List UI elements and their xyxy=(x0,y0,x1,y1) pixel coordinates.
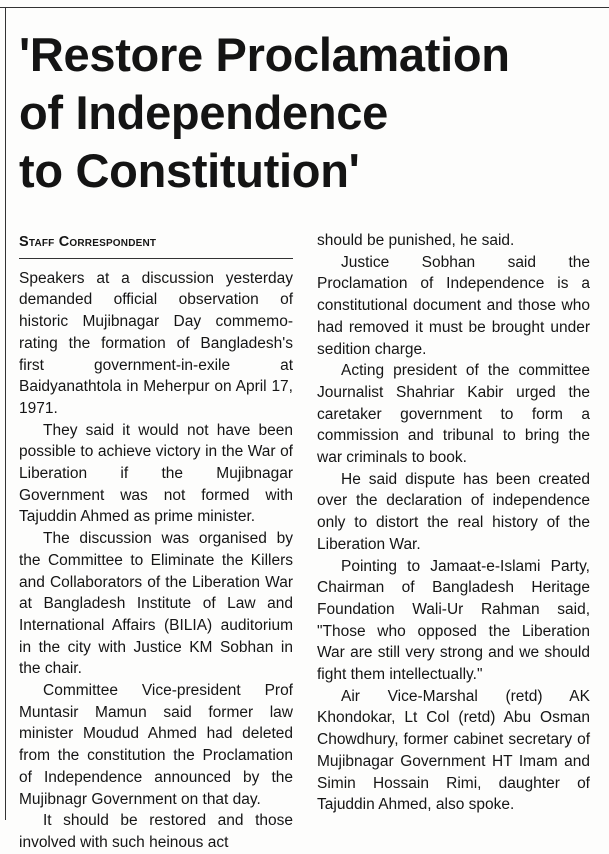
paragraph: Speakers at a discussion yesterday demanded official observation of historic Mujibnagar Day commemo-rating the formation of Bangladesh's first government-in-exile at Baidyanathtola in Meherpur on April 17, 1971. xyxy=(19,269,293,417)
article-column-left xyxy=(19,230,293,854)
paragraph: Pointing to Jamaat-e-Islami Party, Chairman of Bangladesh Heritage Foundation Wali-Ur Rahman said, "Those who opposed the Liberation War are still very strong and we should fight them intellectually." xyxy=(317,557,590,684)
top-border-rule xyxy=(0,7,609,8)
headline-line-1: 'Restore Proclamation xyxy=(19,28,510,81)
headline-line-2: of Independence xyxy=(19,86,388,139)
paragraph: Acting president of the committee Journalist Shahriar Kabir urged the caretaker government to form a commission and tribunal to bring the war criminals to book. xyxy=(317,362,590,467)
paragraph: He said dispute has been created over the declaration of independence only to distort the real history of the Liberation War. xyxy=(317,470,590,553)
paragraph: Committee Vice-president Prof Muntasir Mamun said former law minister Moudud Ahmed had deleted from the constitution the Proclamation of Independence announced by the Mujibnagr Government on that day. xyxy=(19,682,293,808)
byline: Staff Correspondent xyxy=(19,230,293,259)
paragraph: They said it would not have been possible to achieve victory in the War of Liberation if the Mujibnagar Government was not formed with Tajuddin Ahmed as prime minister. xyxy=(19,421,293,526)
headline-line-3: to Constitution' xyxy=(19,144,360,197)
left-border-rule xyxy=(5,7,6,820)
paragraph: Justice Sobhan said the Proclamation of Independence is a constitutional document and those who had removed it must be brought under sedition charge. xyxy=(317,253,590,358)
article-headline xyxy=(19,26,604,200)
paragraph: should be punished, he said. xyxy=(317,232,515,249)
paragraph: It should be restored and those involved with such heinous act xyxy=(19,812,293,851)
paragraph: Air Vice-Marshal (retd) AK Khondokar, Lt Col (retd) Abu Osman Chowdhury, former cabinet secretary of Mujibnagar Government HT Imam and Simin Hossain Rimi, daughter of Tajuddin Ahmed, also spoke. xyxy=(317,687,590,814)
article-column-right xyxy=(317,230,590,816)
paragraph: The discussion was organised by the Committee to Eliminate the Killers and Collaborators of the Liberation War at Bangladesh Institute of Law and International Affairs (BILIA) auditorium in the city with Justice KM Sobhan in the chair. xyxy=(19,530,293,678)
